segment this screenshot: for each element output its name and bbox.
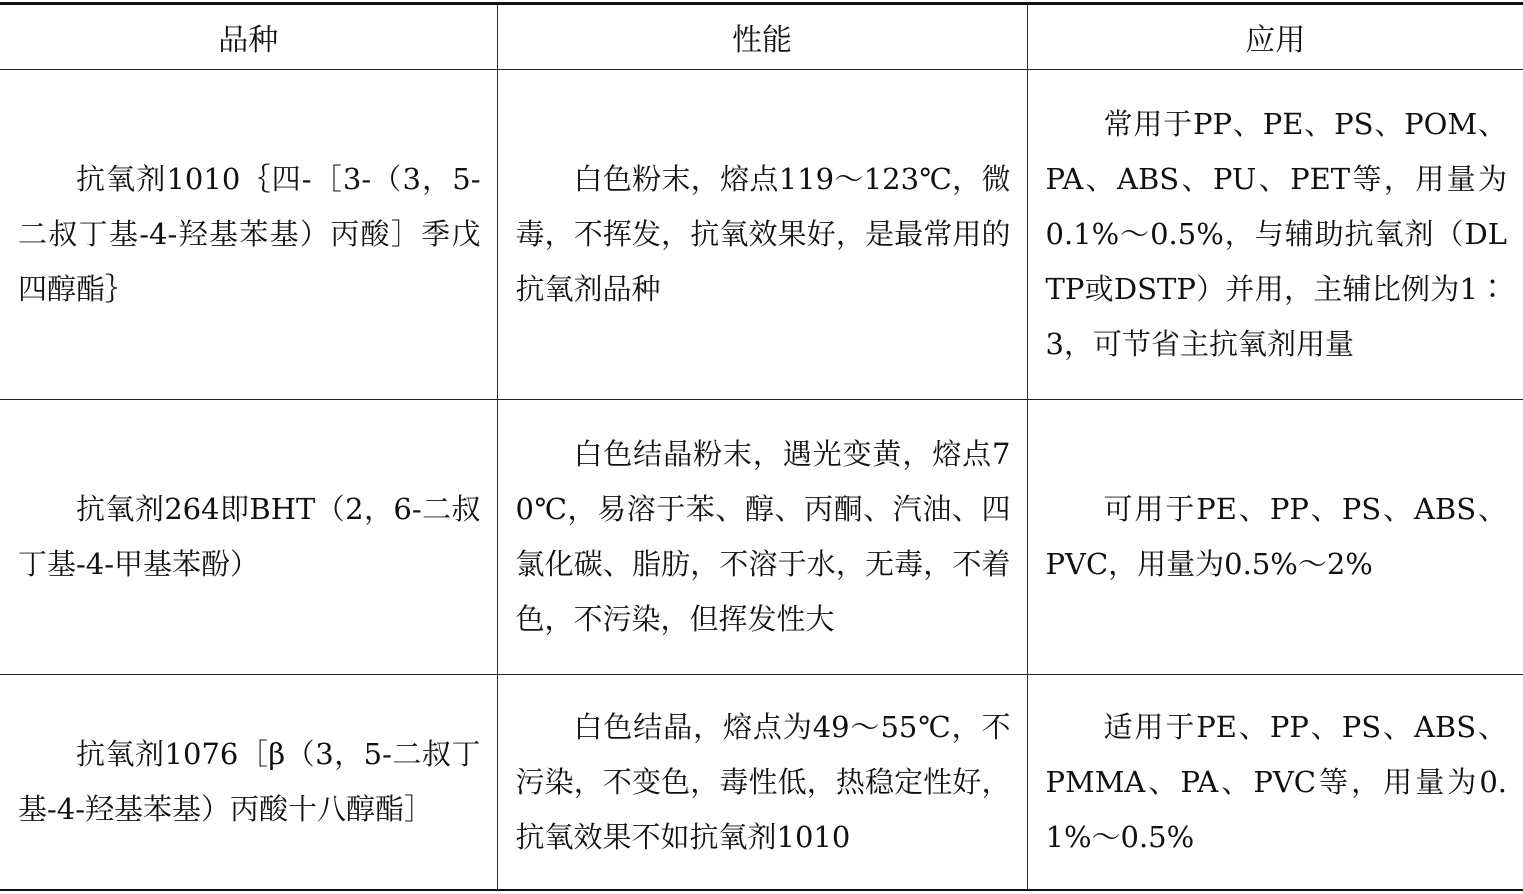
header-variety: 品种: [0, 4, 497, 70]
variety-cell: 抗氧剂264即BHT（2，6-二叔丁基-4-甲基苯酚）: [18, 492, 481, 581]
table-row: [0, 675, 1523, 891]
property-cell: 白色结晶，熔点为49～55℃，不污染，不变色，毒性低，热稳定性好，抗氧效果不如抗氧剂1010: [515, 709, 1011, 854]
variety-cell: 抗氧剂1010｛四-［3-（3，5-二叔丁基-4-羟基苯基）丙酸］季戊四醇酯｝: [18, 162, 481, 306]
table-cell: [1027, 70, 1523, 400]
application-cell: 可用于PE、PP、PS、ABS、PVC，用量为0.5%～2%: [1045, 492, 1507, 581]
property-cell: 白色粉末，熔点119～123℃，微毒，不挥发，抗氧效果好，是最常用的抗氧剂品种: [515, 162, 1011, 306]
table-body: [0, 70, 1523, 891]
table-row: [0, 70, 1523, 400]
variety-cell: 抗氧剂1076［β（3，5-二叔丁基-4-羟基苯基）丙酸十八醇酯］: [18, 737, 481, 826]
table-cell: [0, 70, 497, 400]
application-cell: 适用于PE、PP、PS、ABS、PMMA、PA、PVC等，用量为0.1%～0.5%: [1045, 709, 1507, 854]
table-cell: [497, 400, 1027, 675]
antioxidant-table: [0, 2, 1523, 891]
table-row: [0, 400, 1523, 675]
property-cell: 白色结晶粉末，遇光变黄，熔点70℃，易溶于苯、醇、丙酮、汽油、四氯化碳、脂肪，不溶于水，无毒，不着色，不污染，但挥发性大: [515, 437, 1011, 636]
table-cell: [0, 400, 497, 675]
header-row: [0, 4, 1523, 70]
table-cell: [497, 70, 1027, 400]
table-cell: [1027, 400, 1523, 675]
table-cell: [0, 675, 497, 891]
application-cell: 常用于PP、PE、PS、POM、PA、ABS、PU、PET等，用量为0.1%～0.5%，与辅助抗氧剂（DLTP或DSTP）并用，主辅比例为1∶3，可节省主抗氧剂用量: [1045, 107, 1507, 361]
header-application: 应用: [1027, 4, 1523, 70]
table-header: [0, 4, 1523, 70]
table-cell: [497, 675, 1027, 891]
table-cell: [1027, 675, 1523, 891]
header-property: 性能: [497, 4, 1027, 70]
